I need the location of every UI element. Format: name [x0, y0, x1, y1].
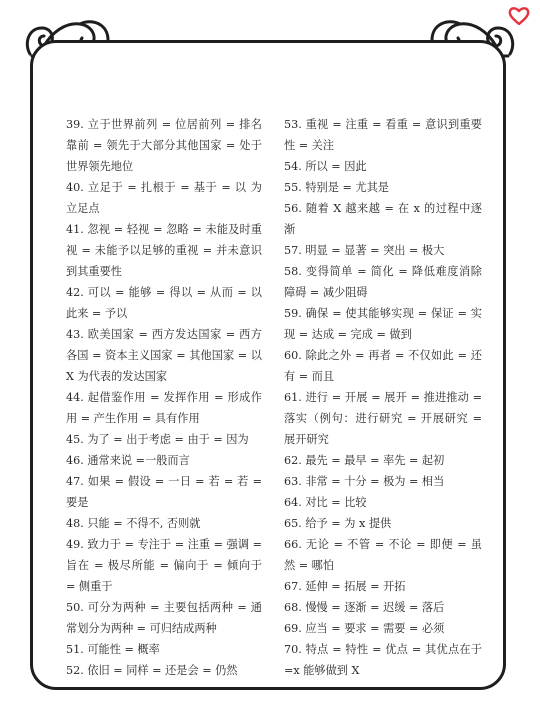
entry-40: 40. 立足于 = 扎根于 = 基于 = 以 为立足点 [66, 181, 262, 215]
entry-62: 62. 最先 = 最早 = 率先 = 起初 [284, 454, 445, 467]
entry-58: 58. 变得简单 = 简化 = 降低难度消除障碍 = 减少阻碍 [284, 265, 482, 299]
entry-68: 68. 慢慢 = 逐渐 = 迟缓 = 落后 [284, 601, 445, 614]
entry-60: 60. 除此之外 = 再者 = 不仅如此 = 还有 = 而且 [284, 349, 482, 383]
entry-53: 53. 重视 = 注重 = 看重 = 意识到重要性 = 关注 [284, 118, 482, 152]
entry-51: 51. 可能性 = 概率 [66, 643, 160, 656]
entry-52: 52. 依旧 = 同样 = 还是会 = 仍然 [66, 664, 238, 677]
entry-56: 56. 随着 X 越来越 = 在 x 的过程中逐渐 [284, 202, 482, 236]
entry-70: 70. 特点 = 特性 = 优点 = 其优点在于 =x 能够做到 X [284, 643, 482, 677]
entry-64: 64. 对比 = 比较 [284, 496, 367, 509]
entry-69: 69. 应当 = 要求 = 需要 = 必须 [284, 622, 445, 635]
entry-48: 48. 只能 = 不得不, 否则就 [66, 517, 201, 530]
entry-46: 46. 通常来说 =一般而言 [66, 454, 190, 467]
entry-49: 49. 致力于 = 专注于 = 注重 = 强调 = 旨在 = 极尽所能 = 偏向于 = 倾向于 = 侧重于 [66, 538, 262, 593]
entry-59: 59. 确保 = 使其能够实现 = 保证 = 实现 = 达成 = 完成 = 做到 [284, 307, 482, 341]
entry-61: 61. 进行 = 开展 = 展开 = 推进推动 = 落实（例句：进行研究 = 开展研究 = 展开研究 [284, 391, 482, 446]
entry-42: 42. 可以 = 能够 = 得以 = 从而 = 以此来 = 予以 [66, 286, 262, 320]
entry-55: 55. 特别是 = 尤其是 [284, 181, 389, 194]
entry-50: 50. 可分为两种 = 主要包括两种 = 通常划分为两种 = 可归结成两种 [66, 601, 262, 635]
entry-54: 54. 所以 = 因此 [284, 160, 367, 173]
entry-43: 43. 欧美国家 = 西方发达国家 = 西方各国 = 资本主义国家 = 其他国家 = 以 X 为代表的发达国家 [66, 328, 262, 383]
right-column [284, 114, 482, 681]
entry-66: 66. 无论 = 不管 = 不论 = 即便 = 虽然 = 哪怕 [284, 538, 482, 572]
entry-67: 67. 延伸 = 拓展 = 开拓 [284, 580, 406, 593]
heart-icon [508, 6, 530, 26]
entry-41: 41. 忽视 = 轻视 = 忽略 = 未能及时重视 = 未能予以足够的重视 = 并未意识到其重要性 [66, 223, 262, 278]
entry-57: 57. 明显 = 显著 = 突出 = 极大 [284, 244, 445, 257]
entry-47: 47. 如果 = 假设 = 一日 = 若 = 若 = 要是 [66, 475, 262, 509]
left-column [66, 114, 262, 681]
entry-45: 45. 为了 = 出于考虑 = 由于 = 因为 [66, 433, 249, 446]
entry-39: 39. 立于世界前列 = 位居前列 = 排名靠前 = 领先于大部分其他国家 = 处于世界领先地位 [66, 118, 262, 173]
entry-44: 44. 起借鉴作用 = 发挥作用 = 形成作用 = 产生作用 = 具有作用 [66, 391, 262, 425]
entry-63: 63. 非常 = 十分 = 极为 = 相当 [284, 475, 445, 488]
entry-65: 65. 给予 = 为 x 提供 [284, 517, 392, 530]
